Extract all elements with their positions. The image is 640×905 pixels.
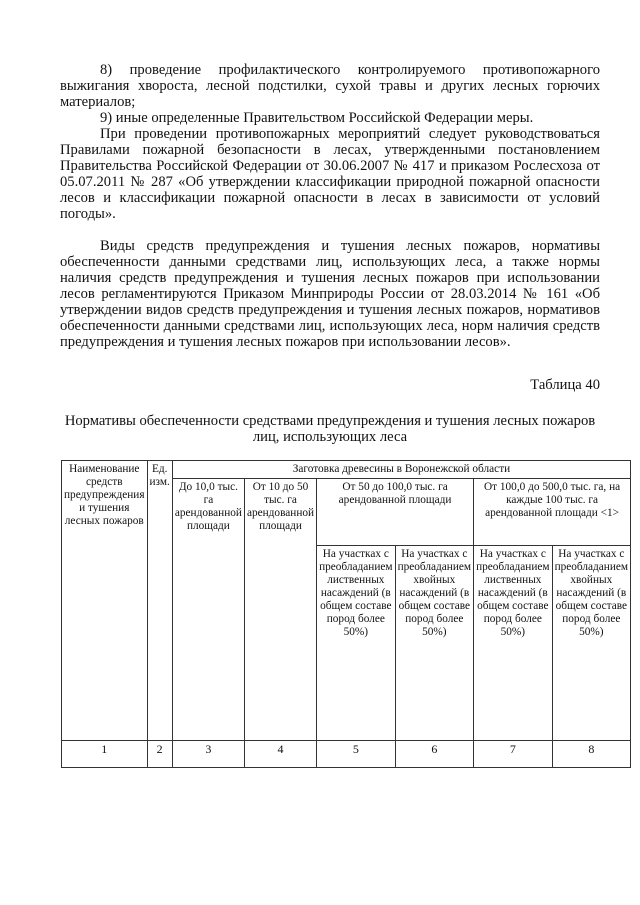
sub-header-conifer-a: На участках с преобладанием хвойных насаждений (в общем составе пород более 50%) [395, 546, 474, 741]
sub-header-conifer-b: На участках с преобладанием хвойных насаждений (в общем составе пород более 50%) [552, 546, 631, 741]
column-number: 7 [474, 741, 553, 768]
column-number: 2 [147, 741, 172, 768]
header-timber-harvest: Заготовка древесины в Воронежской области [172, 461, 630, 479]
paragraph-fire-rules: При проведении противопожарных мероприятий следует руководствоваться Правилами пожарной безопасности в лесах, утвержденными постановлением Правительства Российской Федерации от 30.06.2007 № 417 и приказом Рослесхоза от 05.07.2011 № 287 «Об утверждении классификации природной пожарной опасности лесов и классификации пожарной опасности в лесах в зависимости от условий погоды». [60, 126, 600, 222]
norms-table [61, 460, 631, 768]
header-50-to-100: От 50 до 100,0 тыс. га арендованной площади [317, 479, 474, 546]
column-number: 1 [62, 741, 148, 768]
table-label: Таблица 40 [530, 377, 600, 393]
header-10-to-50: От 10 до 50 тыс. га арендованной площади [244, 479, 316, 741]
sub-header-deciduous-a: На участках с преобладанием лиственных насаждений (в общем составе пород более 50%) [317, 546, 396, 741]
column-number: 5 [317, 741, 396, 768]
column-number: 4 [244, 741, 316, 768]
paragraph-item-9: 9) иные определенные Правительством Российской Федерации меры. [100, 110, 534, 126]
sub-header-deciduous-b: На участках с преобладанием лиственных насаждений (в общем составе пород более 50%) [474, 546, 553, 741]
header-name: Наименование средств предупреждения и тушения лесных пожаров [62, 461, 148, 741]
table-title: Нормативы обеспеченности средствами предупреждения и тушения лесных пожаров лиц, использующих леса [64, 413, 596, 445]
paragraph-item-8: 8) проведение профилактического контролируемого противопожарного выжигания хвороста, лесной подстилки, сухой травы и других лесных горючих материалов; [60, 62, 600, 110]
paragraph-fire-equipment: Виды средств предупреждения и тушения лесных пожаров, нормативы обеспеченности данными средствами лиц, использующих леса, а также нормы наличия средств предупреждения и тушения лесных пожаров при использовании лесов регламентируются Приказом Минприроды России от 28.03.2014 № 161 «Об утверждении видов средств предупреждения и тушения лесных пожаров, нормативов обеспеченности данными средствами лиц, использующих леса, норм наличия средств предупреждения и тушения лесных пожаров при использовании лесов». [60, 238, 600, 350]
column-number: 6 [395, 741, 474, 768]
header-unit: Ед. изм. [147, 461, 172, 741]
column-number: 8 [552, 741, 631, 768]
header-100-to-500: От 100,0 до 500,0 тыс. га, на каждые 100 тыс. га арендованной площади <1> [474, 479, 631, 546]
column-number: 3 [172, 741, 244, 768]
column-number-row [62, 741, 631, 768]
header-up-to-10: До 10,0 тыс. га арендованной площади [172, 479, 244, 741]
